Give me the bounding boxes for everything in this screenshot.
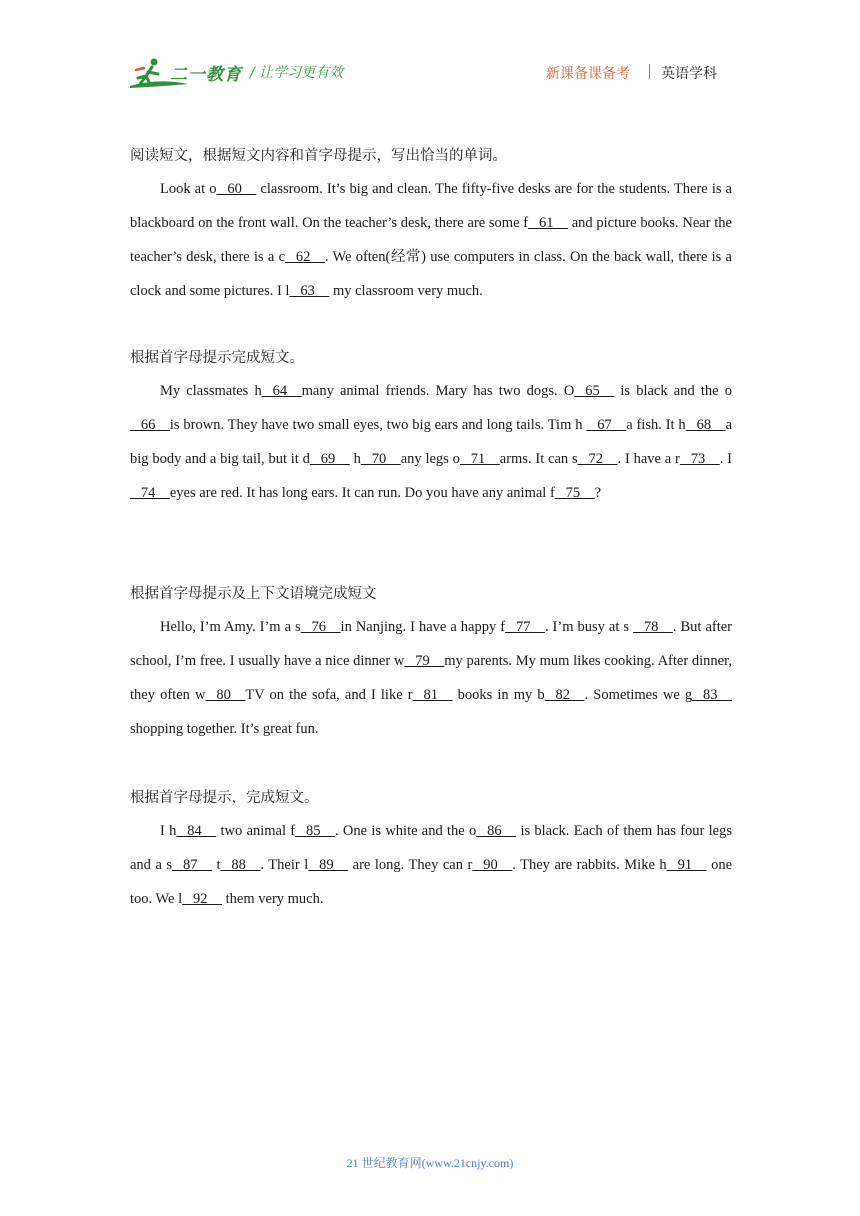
answer-blank[interactable]: 91 <box>666 857 707 873</box>
passage-text: I h 84 two animal f 85 . One is white and the o 86 is black. Each of them has four legs and a s 87 t 88 . Their l 89 are long. They can r 90 . They are rabbits. Mike h 91 one too. We l 92 them very much. <box>130 814 732 916</box>
answer-blank[interactable]: 64 <box>261 383 302 399</box>
answer-blank[interactable]: 81 <box>412 687 453 703</box>
section-title: 阅读短文，根据短文内容和首字母提示，写出恰当的单词。 <box>130 148 507 164</box>
answer-blank[interactable]: 79 <box>404 653 445 669</box>
exercise-section-1 <box>130 146 732 308</box>
section-title: 根据首字母提示及上下文语境完成短文 <box>130 586 377 602</box>
header-subject: 英语学科 <box>661 66 717 82</box>
passage-text: My classmates h 64 many animal friends. Mary has two dogs. O 65 is black and the o 66 is brown. They have two small eyes, two big ears and long tails. Tim h 67 a fish. It h 68 a big body and a big tail, but it d 69 h 70 any legs o 71 arms. It can s 72 . I have a r 73 . I 74 eyes are red. It has long ears. It can run. Do you have any animal f 75 ? <box>130 374 732 510</box>
answer-blank[interactable]: 92 <box>182 891 223 907</box>
exercise-section-4 <box>130 788 732 916</box>
answer-blank[interactable]: 62 <box>285 249 325 265</box>
answer-blank[interactable]: 90 <box>472 857 513 873</box>
answer-blank[interactable]: 69 <box>309 451 350 467</box>
answer-blank[interactable]: 67 <box>586 417 627 433</box>
answer-blank[interactable]: 68 <box>685 417 726 433</box>
answer-blank[interactable]: 85 <box>295 823 336 839</box>
answer-blank[interactable]: 82 <box>544 687 585 703</box>
header-course: 新课备课备考 <box>546 66 630 82</box>
page-footer: 21 世纪教育网(www.21cnjy.com) <box>346 1156 514 1170</box>
answer-blank[interactable]: 60 <box>216 181 257 197</box>
answer-blank[interactable]: 72 <box>577 451 618 467</box>
header-divider <box>649 64 650 79</box>
answer-blank[interactable]: 65 <box>574 383 615 399</box>
answer-blank[interactable]: 83 <box>692 687 733 703</box>
answer-blank[interactable]: 76 <box>300 619 341 635</box>
answer-blank[interactable]: 77 <box>505 619 545 635</box>
header-slogan: / 让学习更有效 <box>250 65 344 81</box>
section-title: 根据首字母提示完成短文。 <box>130 350 304 366</box>
answer-blank[interactable]: 71 <box>459 451 500 467</box>
answer-blank[interactable]: 87 <box>172 857 212 873</box>
answer-blank[interactable]: 88 <box>220 857 261 873</box>
answer-blank[interactable]: 70 <box>360 451 401 467</box>
answer-blank[interactable]: 75 <box>554 485 595 501</box>
answer-blank[interactable]: 84 <box>176 823 217 839</box>
answer-blank[interactable]: 80 <box>205 687 246 703</box>
exercise-section-3 <box>130 584 732 746</box>
logo-text: 二一教育 <box>170 65 242 85</box>
answer-blank[interactable]: 86 <box>476 823 517 839</box>
answer-blank[interactable]: 61 <box>528 215 568 231</box>
answer-blank[interactable]: 66 <box>130 417 170 433</box>
answer-blank[interactable]: 78 <box>633 619 673 635</box>
answer-blank[interactable]: 73 <box>679 451 720 467</box>
section-title: 根据首字母提示，完成短文。 <box>130 790 319 806</box>
page-header <box>0 0 860 110</box>
answer-blank[interactable]: 63 <box>289 283 330 299</box>
exercise-section-2 <box>130 348 732 510</box>
passage-text: Hello, I’m Amy. I’m a s 76 in Nanjing. I have a happy f 77 . I’m busy at s 78 . But after school, I’m free. I usually have a nice dinner w 79 my parents. My mum likes cooking. After dinner, they often w 80 TV on the sofa, and I like r 81 books in my b 82 . Sometimes we g 83 shopping together. It’s great fun. <box>130 610 732 746</box>
answer-blank[interactable]: 89 <box>308 857 349 873</box>
passage-text: Look at o 60 classroom. It’s big and clean. The fifty-five desks are for the students. There is a blackboard on the front wall. On the teacher’s desk, there are some f 61 and picture books. Near the teacher’s desk, there is a c 62 . We often(经常) use computers in class. On the back wall, there is a clock and some pictures. I l 63 my classroom very much. <box>130 172 732 308</box>
answer-blank[interactable]: 74 <box>130 485 170 501</box>
